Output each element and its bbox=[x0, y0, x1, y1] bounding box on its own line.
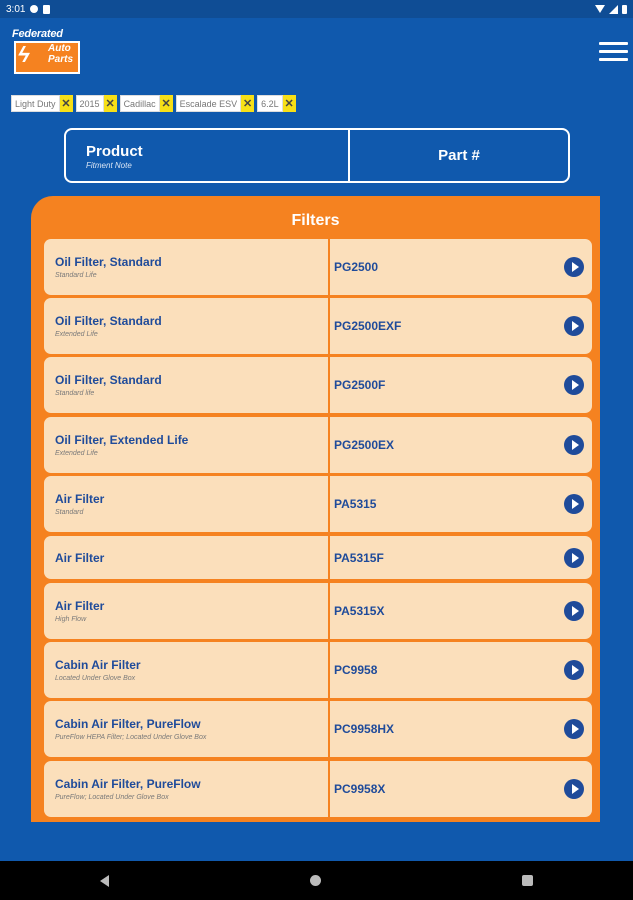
part-number: PC9958X bbox=[334, 782, 386, 796]
list-item[interactable] bbox=[44, 357, 592, 413]
chevron-right-icon[interactable] bbox=[564, 494, 584, 514]
chevron-right-icon[interactable] bbox=[564, 660, 584, 680]
filters-panel bbox=[31, 196, 600, 822]
storage-notification-icon bbox=[43, 5, 50, 14]
list-item[interactable] bbox=[44, 239, 592, 295]
home-icon[interactable] bbox=[310, 875, 321, 886]
part-number: PG2500 bbox=[334, 260, 379, 274]
list-item[interactable] bbox=[44, 701, 592, 757]
status-bar bbox=[0, 0, 633, 18]
chip-make bbox=[120, 95, 173, 112]
vehicle-filter-chips bbox=[11, 95, 296, 112]
fitment-note: Standard Life bbox=[55, 272, 97, 279]
product-name: Cabin Air Filter bbox=[55, 658, 141, 672]
product-name: Oil Filter, Standard bbox=[55, 373, 162, 387]
list-item[interactable] bbox=[44, 642, 592, 698]
remove-chip-icon[interactable]: ✕ bbox=[104, 95, 117, 112]
product-name: Oil Filter, Extended Life bbox=[55, 433, 189, 447]
product-name: Cabin Air Filter, PureFlow bbox=[55, 777, 201, 791]
part-number: PC9958 bbox=[334, 663, 378, 677]
product-name: Air Filter bbox=[55, 492, 105, 506]
lightning-bolt-icon: ϟ bbox=[18, 42, 30, 67]
chip-year bbox=[76, 95, 117, 112]
list-item[interactable] bbox=[44, 476, 592, 532]
product-name: Air Filter bbox=[55, 550, 105, 565]
app-notification-icon bbox=[30, 5, 38, 13]
chip-label: 2015 bbox=[76, 95, 104, 112]
product-name: Oil Filter, Standard bbox=[55, 314, 162, 328]
chip-duty bbox=[11, 95, 73, 112]
chip-label: Light Duty bbox=[11, 95, 60, 112]
product-name: Air Filter bbox=[55, 599, 105, 613]
part-number: PC9958HX bbox=[334, 722, 395, 736]
federated-auto-parts-logo bbox=[12, 28, 80, 75]
menu-line bbox=[599, 58, 628, 61]
chip-label: 6.2L bbox=[257, 95, 283, 112]
product-name: Oil Filter, Standard bbox=[55, 255, 162, 269]
back-icon[interactable] bbox=[100, 875, 109, 887]
fitment-note: PureFlow; Located Under Glove Box bbox=[55, 794, 169, 801]
part-number: PA5315F bbox=[334, 550, 384, 565]
menu-line bbox=[599, 50, 628, 53]
chevron-right-icon[interactable] bbox=[564, 719, 584, 739]
fitment-note: Extended Life bbox=[55, 331, 98, 338]
chevron-right-icon[interactable] bbox=[564, 316, 584, 336]
part-number: PA5315X bbox=[334, 604, 385, 618]
fitment-note: Standard bbox=[55, 509, 84, 516]
part-number: PG2500EXF bbox=[334, 319, 402, 333]
menu-line bbox=[599, 42, 628, 45]
signal-icon bbox=[609, 5, 618, 14]
recent-apps-icon[interactable] bbox=[522, 875, 533, 886]
chip-engine bbox=[257, 95, 296, 112]
column-header bbox=[64, 128, 570, 183]
chevron-right-icon[interactable] bbox=[564, 375, 584, 395]
chip-label: Cadillac bbox=[120, 95, 160, 112]
chevron-right-icon[interactable] bbox=[564, 435, 584, 455]
logo-parts-text: Parts bbox=[48, 54, 74, 65]
hamburger-menu-icon[interactable] bbox=[599, 42, 628, 64]
wifi-icon bbox=[595, 5, 605, 13]
product-header-label: Product bbox=[86, 143, 143, 160]
section-title: Filters bbox=[291, 212, 340, 229]
list-item[interactable] bbox=[44, 417, 592, 473]
fitment-note-header-label: Fitment Note bbox=[86, 161, 132, 170]
list-item[interactable] bbox=[44, 583, 592, 639]
status-time: 3:01 bbox=[6, 3, 26, 15]
fitment-note: Located Under Glove Box bbox=[55, 675, 136, 682]
remove-chip-icon[interactable]: ✕ bbox=[60, 95, 73, 112]
chevron-right-icon[interactable] bbox=[564, 548, 584, 568]
remove-chip-icon[interactable]: ✕ bbox=[283, 95, 296, 112]
product-column-header bbox=[66, 130, 350, 181]
chevron-right-icon[interactable] bbox=[564, 601, 584, 621]
list-item[interactable] bbox=[44, 298, 592, 354]
fitment-note: PureFlow HEPA Filter; Located Under Glove Box bbox=[55, 734, 207, 741]
product-name: Cabin Air Filter, PureFlow bbox=[55, 717, 201, 731]
part-number: PA5315 bbox=[334, 497, 377, 511]
list-item[interactable] bbox=[44, 761, 592, 817]
list-item[interactable] bbox=[44, 536, 592, 579]
part-number: PG2500F bbox=[334, 378, 386, 392]
system-nav-bar bbox=[0, 861, 633, 900]
fitment-note: High Flow bbox=[55, 616, 87, 623]
chip-model bbox=[176, 95, 255, 112]
part-column-header bbox=[350, 130, 568, 181]
part-header-label: Part # bbox=[438, 147, 480, 164]
fitment-note: Extended Life bbox=[55, 450, 98, 457]
chip-label: Escalade ESV bbox=[176, 95, 242, 112]
logo-auto-parts-text bbox=[48, 43, 73, 65]
remove-chip-icon[interactable]: ✕ bbox=[241, 95, 254, 112]
part-number: PG2500EX bbox=[334, 438, 395, 452]
chevron-right-icon[interactable] bbox=[564, 257, 584, 277]
chevron-right-icon[interactable] bbox=[564, 779, 584, 799]
logo-auto-text: Auto bbox=[48, 43, 71, 54]
battery-icon bbox=[622, 5, 627, 14]
logo-federated-text: Federated bbox=[12, 28, 63, 40]
remove-chip-icon[interactable]: ✕ bbox=[160, 95, 173, 112]
fitment-note: Standard life bbox=[55, 390, 95, 397]
